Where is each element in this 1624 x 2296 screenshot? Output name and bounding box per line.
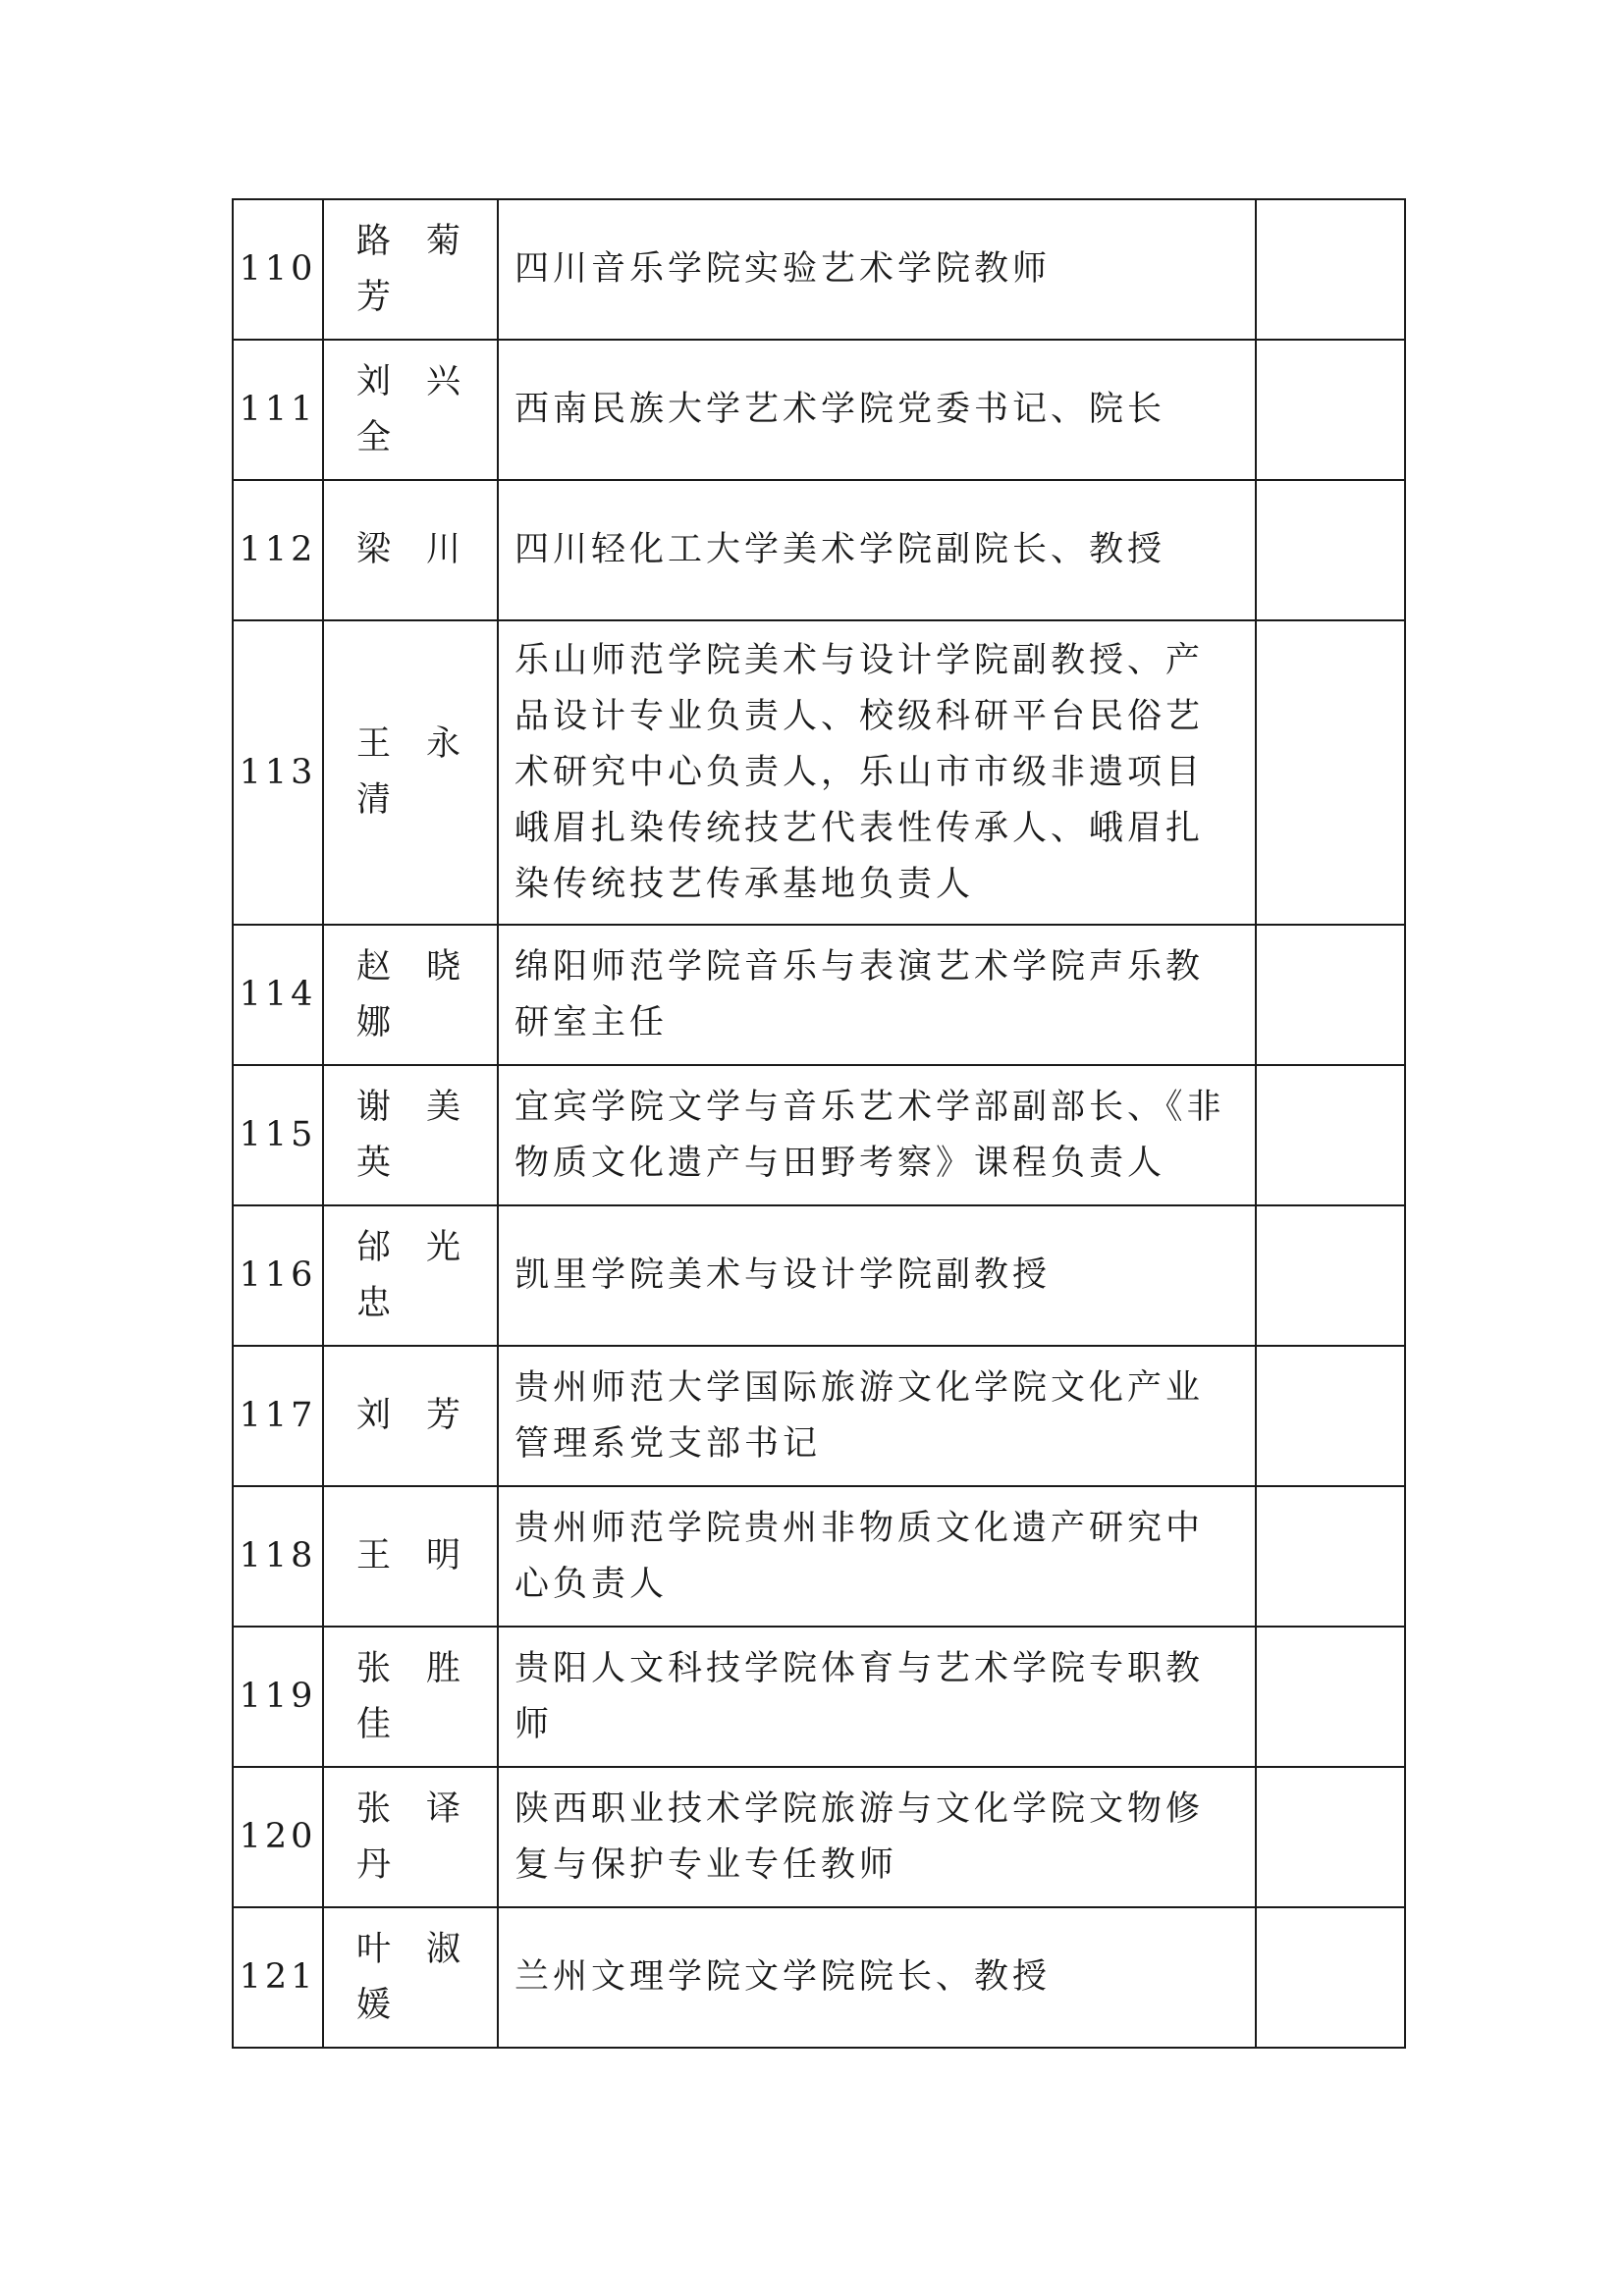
remarks-cell: [1256, 1205, 1405, 1346]
position-description: 绵阳师范学院音乐与表演艺术学院声乐教研室主任: [498, 925, 1256, 1065]
person-name: 张胜佳: [323, 1627, 498, 1767]
remarks-cell: [1256, 620, 1405, 925]
row-number: 119: [233, 1627, 323, 1767]
row-number: 111: [233, 340, 323, 480]
remarks-cell: [1256, 340, 1405, 480]
person-name: 刘 芳: [323, 1346, 498, 1486]
remarks-cell: [1256, 1627, 1405, 1767]
position-description: 乐山师范学院美术与设计学院副教授、产品设计专业负责人、校级科研平台民俗艺术研究中心负责人，乐山市市级非遗项目峨眉扎染传统技艺代表性传承人、峨眉扎染传统技艺传承基地负责人: [498, 620, 1256, 925]
row-number: 110: [233, 199, 323, 340]
row-number: 113: [233, 620, 323, 925]
row-number: 116: [233, 1205, 323, 1346]
remarks-cell: [1256, 1486, 1405, 1627]
remarks-cell: [1256, 925, 1405, 1065]
row-number: 114: [233, 925, 323, 1065]
person-name: 刘兴全: [323, 340, 498, 480]
table-row: [233, 340, 1405, 480]
person-name: 梁 川: [323, 480, 498, 620]
table-row: [233, 1627, 1405, 1767]
remarks-cell: [1256, 1065, 1405, 1205]
row-number: 112: [233, 480, 323, 620]
row-number: 121: [233, 1907, 323, 2048]
remarks-cell: [1256, 480, 1405, 620]
table-row: [233, 1346, 1405, 1486]
person-name: 邰光忠: [323, 1205, 498, 1346]
row-number: 117: [233, 1346, 323, 1486]
person-name: 路菊芳: [323, 199, 498, 340]
person-name: 张译丹: [323, 1767, 498, 1907]
table-row: [233, 925, 1405, 1065]
person-name: 王 明: [323, 1486, 498, 1627]
row-number: 118: [233, 1486, 323, 1627]
position-description: 凯里学院美术与设计学院副教授: [498, 1205, 1256, 1346]
table-row: [233, 480, 1405, 620]
table-row: [233, 1065, 1405, 1205]
row-number: 115: [233, 1065, 323, 1205]
position-description: 贵阳人文科技学院体育与艺术学院专职教师: [498, 1627, 1256, 1767]
person-name: 叶淑媛: [323, 1907, 498, 2048]
position-description: 西南民族大学艺术学院党委书记、院长: [498, 340, 1256, 480]
person-name: 谢美英: [323, 1065, 498, 1205]
table-row: [233, 1767, 1405, 1907]
position-description: 四川轻化工大学美术学院副院长、教授: [498, 480, 1256, 620]
table-row: [233, 199, 1405, 340]
position-description: 兰州文理学院文学院院长、教授: [498, 1907, 1256, 2048]
table-row: [233, 1486, 1405, 1627]
person-name: 赵晓娜: [323, 925, 498, 1065]
table-row: [233, 1907, 1405, 2048]
table-row: [233, 620, 1405, 925]
remarks-cell: [1256, 1346, 1405, 1486]
position-description: 贵州师范学院贵州非物质文化遗产研究中心负责人: [498, 1486, 1256, 1627]
remarks-cell: [1256, 1767, 1405, 1907]
remarks-cell: [1256, 1907, 1405, 2048]
position-description: 陕西职业技术学院旅游与文化学院文物修复与保护专业专任教师: [498, 1767, 1256, 1907]
roster-table: [232, 198, 1406, 2049]
person-name: 王永清: [323, 620, 498, 925]
table-row: [233, 1205, 1405, 1346]
position-description: 贵州师范大学国际旅游文化学院文化产业管理系党支部书记: [498, 1346, 1256, 1486]
row-number: 120: [233, 1767, 323, 1907]
remarks-cell: [1256, 199, 1405, 340]
position-description: 四川音乐学院实验艺术学院教师: [498, 199, 1256, 340]
position-description: 宜宾学院文学与音乐艺术学部副部长、《非物质文化遗产与田野考察》课程负责人: [498, 1065, 1256, 1205]
